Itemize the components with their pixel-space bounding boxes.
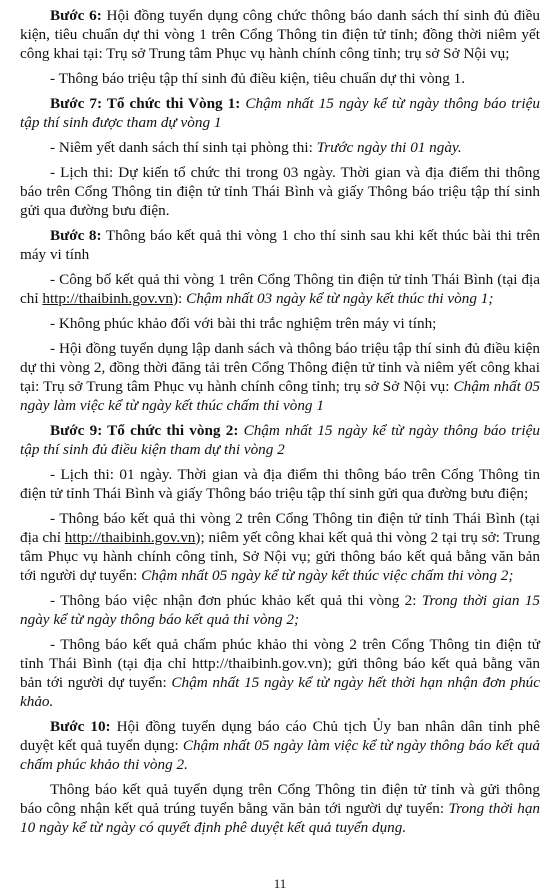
step-9-paragraph <box>20 421 540 459</box>
step-9-deadline: Chậm nhất 15 ngày kể từ ngày thông báo triệu tập thí sinh đủ điều kiện tham dự thi vòng 2 <box>20 422 540 458</box>
step-7-heading: Bước 7: Tổ chức thi Vòng 1: <box>50 95 241 112</box>
step-9-item-4 <box>20 635 540 711</box>
final-deadline: Trong thời hạn 10 ngày kể từ ngày có quyết định phê duyệt kết quả tuyển dụng. <box>20 800 541 836</box>
step-9-item-4-deadline: Chậm nhất 15 ngày kể từ ngày hết thời hạn nhận đơn phúc khảo. <box>20 674 541 710</box>
step-7-item-2: - Lịch thi: Dự kiến tổ chức thi trong 03 ngày. Thời gian và địa điểm thi thông báo trên Cổng Thông tin điện tử tỉnh Thái Bình và giấy Thông báo triệu tập thí sinh gửi qua đường bưu điện. <box>20 164 540 219</box>
step-8-text: Thông báo kết quả thi vòng 1 cho thí sinh sau khi kết thúc bài thi trên máy vi tính <box>20 227 541 263</box>
thaibinh-link[interactable]: http://thaibinh.gov.vn <box>42 290 173 307</box>
step-7-deadline: Chậm nhất 15 ngày kể từ ngày thông báo triệu tập thí sinh được tham dự vòng 1 <box>20 95 540 131</box>
step-9-item-1: - Lịch thi: 01 ngày. Thời gian và địa điểm thi thông báo trên Cổng Thông tin điện tử tỉnh Thái Bình và giấy Thông báo triệu tập thí sinh gửi qua đường bưu điện; <box>20 466 540 502</box>
step-9-item-2 <box>20 509 540 585</box>
step-9-heading: Bước 9: Tổ chức thi vòng 2: <box>50 422 239 439</box>
step-8-item-2: - Không phúc khảo đối với bài thi trắc nghiệm trên máy vi tính; <box>50 315 437 332</box>
step-10-deadline: Chậm nhất 05 ngày làm việc kể từ ngày thông báo kết quả chấm phúc khảo thi vòng 2. <box>20 737 540 773</box>
step-6-paragraph <box>20 6 540 63</box>
step-8-item-1-deadline: Chậm nhất 03 ngày kể từ ngày kết thúc thi vòng 1; <box>186 290 494 307</box>
step-10-heading: Bước 10: <box>50 718 111 735</box>
step-7-item-1-deadline: Trước ngày thi 01 ngày. <box>316 139 462 156</box>
step-6-text: Hội đồng tuyển dụng công chức thông báo danh sách thí sinh đủ điều kiện, tiêu chuẩn dự thi vòng 1 trên Cổng Thông tin điện tử tỉnh; đồng thời niêm yết công khai tại: Trụ sở Trung tâm Phục vụ hành chính công tỉnh; trụ sở Sở Nội vụ; <box>20 7 540 62</box>
final-paragraph <box>20 780 540 837</box>
step-10-paragraph <box>20 717 540 774</box>
step-8-paragraph <box>20 226 540 264</box>
step-6-bullet: - Thông báo triệu tập thí sinh đủ điều kiện, tiêu chuẩn dự thi vòng 1. <box>50 70 465 87</box>
step-8-item-3-deadline: Chậm nhất 05 ngày làm việc kể từ ngày kết thúc chấm thi vòng 1 <box>20 378 540 414</box>
page-number: 11 <box>273 876 287 891</box>
step-8-item-1-text-b: ): <box>173 290 187 307</box>
final-text: Thông báo kết quả tuyển dụng trên Cổng Thông tin điện tử tỉnh và gửi thông báo công nhận kết quả trúng tuyển bằng văn bản tới người dự tuyển: <box>20 781 540 817</box>
step-9-item-2-deadline: Chậm nhất 05 ngày kể từ ngày kết thúc việc chấm thi vòng 2; <box>141 567 514 584</box>
step-7-item-1 <box>20 138 540 157</box>
step-9-item-3-text: - Thông báo việc nhận đơn phúc khảo kết quả thi vòng 2: <box>50 592 422 609</box>
step-7-item-1-text: - Niêm yết danh sách thí sinh tại phòng thi: <box>50 139 317 156</box>
step-9-item-2-text-b: ); niêm yết công khai kết quả thi vòng 2 tại trụ sở: Trung tâm Phục vụ hành chính công tỉnh, Sở Nội vụ; gửi thông báo kết quả bằng văn bản tới người dự tuyển: <box>20 529 541 584</box>
step-9-item-3 <box>20 591 540 629</box>
step-8-item-3 <box>20 339 540 415</box>
step-9-item-3-deadline: Trong thời gian 15 ngày kể từ ngày thông báo kết quả thi vòng 2; <box>20 592 541 628</box>
step-8-item-3-text: - Hội đồng tuyển dụng lập danh sách và thông báo triệu tập thí sinh đủ điều kiện dự thi vòng 2, đồng thời đăng tải trên Cổng Thông điện tử tỉnh và niêm yết công khai tại: Trụ sở Trung tâm Phục vụ hành chính công tỉnh; trụ sở Sở Nội vụ: <box>20 340 540 395</box>
step-8-item-1-text: - Công bố kết quả thi vòng 1 trên Cổng Thông tin điện tử tỉnh Thái Bình (tại địa chỉ <box>20 271 540 307</box>
step-6-heading: Bước 6: <box>50 7 102 24</box>
step-9-item-4-text: - Thông báo kết quả chấm phúc khảo thi vòng 2 trên Cổng Thông tin điện tử tỉnh Thái Bình (tại địa chỉ http://thaibinh.gov.vn); gửi thông báo kết quả bằng văn bản tới người dự tuyển: <box>20 636 540 691</box>
step-10-text: Hội đồng tuyển dụng báo cáo Chủ tịch Ủy ban nhân dân tỉnh phê duyệt kết quả tuyển dụng: <box>20 718 540 754</box>
step-8-heading: Bước 8: <box>50 227 102 244</box>
thaibinh-link[interactable]: http://thaibinh.gov.vn <box>64 529 196 546</box>
step-8-item-1 <box>20 270 540 308</box>
step-9-item-2-text: - Thông báo kết quả thi vòng 2 trên Cổng Thông tin điện tử tỉnh Thái Bình (tại địa chỉ <box>20 510 540 546</box>
step-7-paragraph <box>20 94 540 132</box>
